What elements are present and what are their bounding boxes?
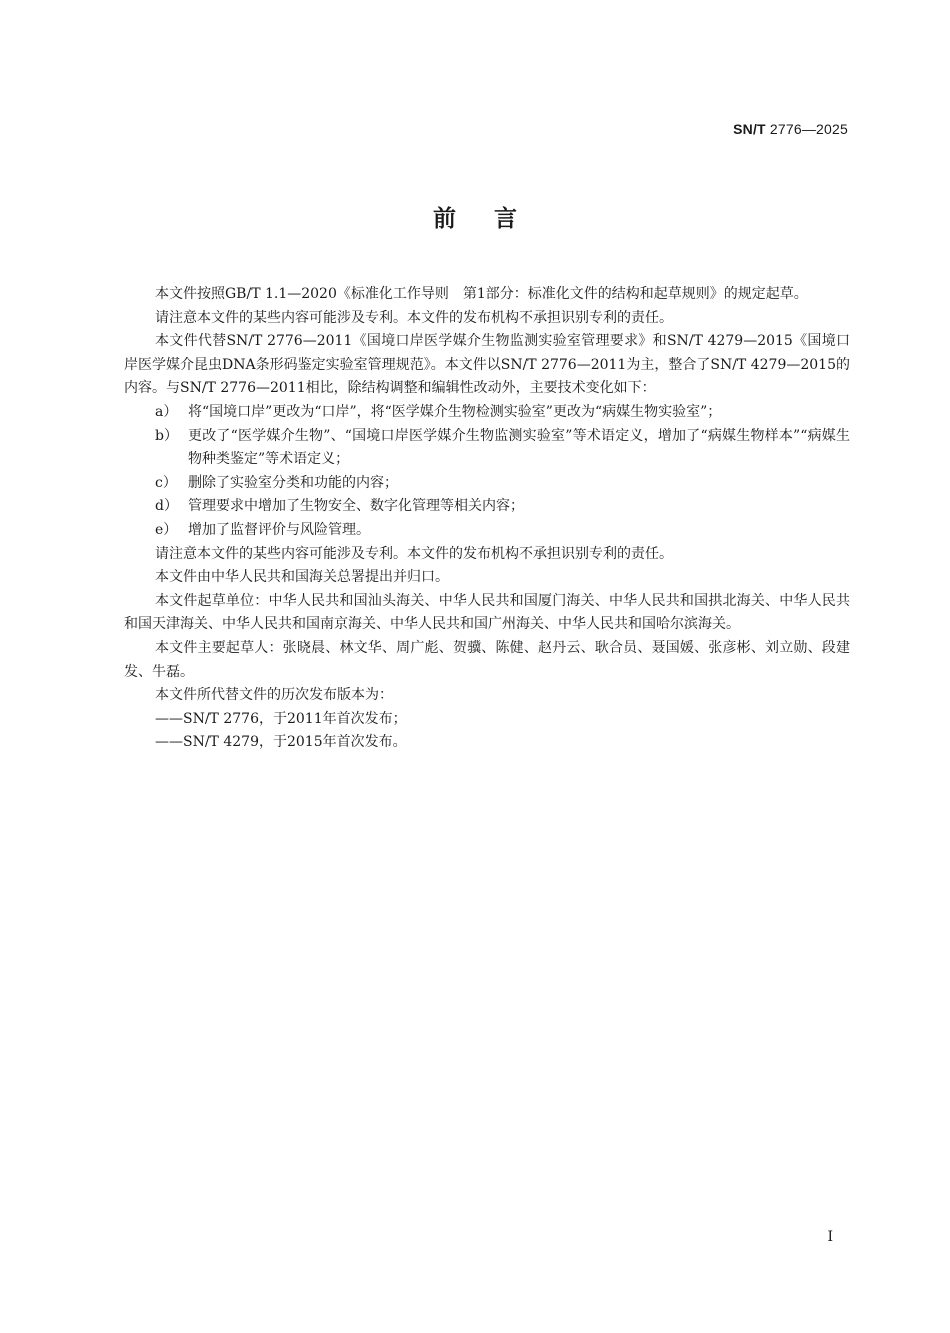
history-item-4279: ——SN/T 4279，于2015年首次发布。: [155, 734, 407, 751]
list-marker: a）: [155, 403, 178, 420]
paragraph-proposer: 本文件由中华人民共和国海关总署提出并归口。: [155, 569, 449, 586]
paragraph-replacement: 本文件代替SN/T 2776—2011《国境口岸医学媒介生物监测实验室管理要求》和SN/T 4279—2015《国境口岸医学媒介昆虫DNA条形码鉴定实验室管理规范》。本文件以SN/T 2776—2011为主，整合了SN/T 4279—2015的内容。与SN/T 2776—2011相比，除结构调整和编辑性改动外，主要技术变化如下：: [124, 333, 850, 397]
standard-prefix: SN/T: [733, 121, 766, 137]
list-marker: b）: [155, 427, 178, 444]
standard-number: 2776—2025: [769, 121, 848, 137]
list-text: 管理要求中增加了生物安全、数字化管理等相关内容；: [188, 498, 524, 515]
list-marker: d）: [155, 498, 178, 515]
list-text: 更改了“医学媒介生物”、“国境口岸医学媒介生物监测实验室”等术语定义，增加了“病媒生物样本”“病媒生物种类鉴定”等术语定义；: [188, 427, 850, 468]
paragraph-patent-note: 请注意本文件的某些内容可能涉及专利。本文件的发布机构不承担识别专利的责任。: [155, 309, 673, 326]
change-item-e: [124, 519, 850, 543]
paragraph-history-intro: 本文件所代替文件的历次发布版本为：: [155, 687, 393, 704]
paragraph-drafting-units: 本文件起草单位：中华人民共和国汕头海关、中华人民共和国厦门海关、中华人民共和国拱北海关、中华人民共和国天津海关、中华人民共和国南京海关、中华人民共和国广州海关、中华人民共和国哈尔滨海关。: [124, 592, 850, 633]
change-item-d: [124, 495, 850, 519]
page-title: 前言: [433, 206, 555, 232]
list-text: 增加了监督评价与风险管理。: [188, 521, 370, 538]
list-marker: e）: [155, 521, 178, 538]
page-number: I: [827, 1229, 833, 1245]
change-item-a: [124, 401, 850, 425]
foreword-body: [124, 283, 850, 755]
paragraph-drafting-rules: 本文件按照GB/T 1.1—2020《标准化工作导则 第1部分：标准化文件的结构和起草规则》的规定起草。: [155, 286, 808, 302]
change-item-c: [124, 472, 850, 496]
document-code: [733, 121, 848, 137]
paragraph-patent-note-repeat: 请注意本文件的某些内容可能涉及专利。本文件的发布机构不承担识别专利的责任。: [155, 545, 673, 562]
history-item-2776: ——SN/T 2776，于2011年首次发布；: [155, 710, 407, 727]
change-item-b: [124, 425, 850, 472]
paragraph-drafters: 本文件主要起草人：张晓晨、林文华、周广彪、贺骥、陈健、赵丹云、耿合员、聂国媛、张彦彬、刘立勋、段建发、牛磊。: [124, 639, 850, 680]
list-text: 将“国境口岸”更改为“口岸”，将“医学媒介生物检测实验室”更改为“病媒生物实验室”；: [188, 403, 722, 420]
list-text: 删除了实验室分类和功能的内容；: [188, 474, 398, 491]
list-marker: c）: [155, 474, 177, 491]
